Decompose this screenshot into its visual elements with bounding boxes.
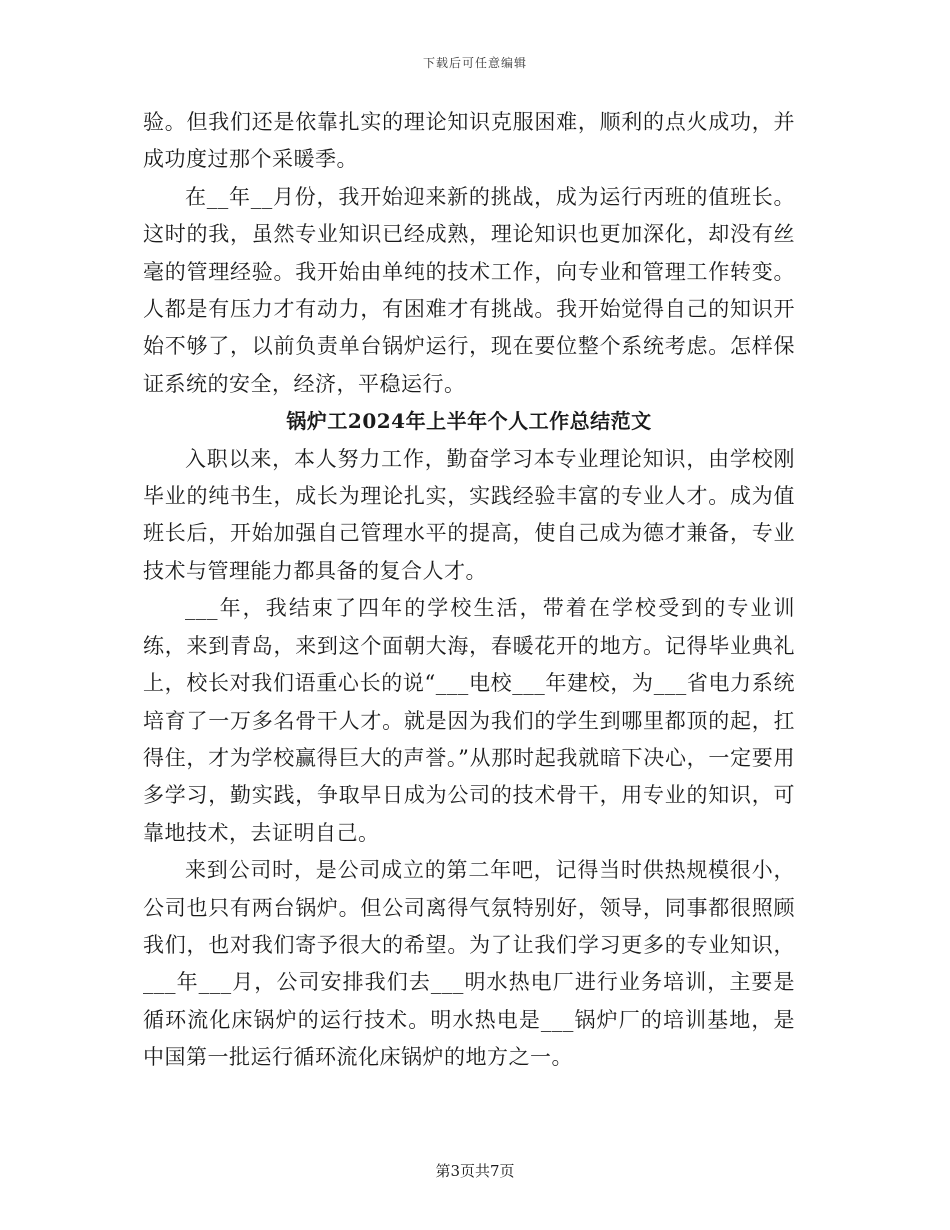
document-body bbox=[143, 104, 795, 1077]
section-title: 锅炉工2024年上半年个人工作总结范文 bbox=[286, 409, 652, 434]
page-number: 第3页共7页 bbox=[435, 1162, 515, 1180]
paragraph: ___年，我结束了四年的学校生活，带着在学校受到的专业训练，来到青岛，来到这个面朝大海，春暖花开的地方。记得毕业典礼上，校长对我们语重心长的说“___电校___年建校，为___省电力系统培育了一万多名骨干人才。就是因为我们的学生到哪里都顶的起，扛得住，才为学校赢得巨大的声誉。”从那时起我就暗下决心，一定要用多学习，勤实践，争取早日成为公司的技术骨干，用专业的知识，可靠地技术，去证明自己。 bbox=[143, 596, 795, 845]
paragraph: 来到公司时，是公司成立的第二年吧，记得当时供热规模很小，公司也只有两台锅炉。但公司离得气氛特别好，领导，同事都很照顾我们，也对我们寄予很大的希望。为了让我们学习更多的专业知识，___年___月，公司安排我们去___明水热电厂进行业务培训，主要是循环流化床锅炉的运行技术。明水热电是___锅炉厂的培训基地，是中国第一批运行循环流化床锅炉的地方之一。 bbox=[143, 858, 795, 1070]
paragraph: 入职以来，本人努力工作，勤奋学习本专业理论知识，由学校刚毕业的纯书生，成长为理论扎实，实践经验丰富的专业人才。成为值班长后，开始加强自己管理水平的提高，使自己成为德才兼备，专业技术与管理能力都具备的复合人才。 bbox=[143, 446, 795, 583]
page-header: 下载后可任意编辑 bbox=[422, 56, 527, 70]
paragraph: 在__年__月份，我开始迎来新的挑战，成为运行丙班的值班长。这时的我，虽然专业知识已经成熟，理论知识也更加深化，却没有丝毫的管理经验。我开始由单纯的技术工作，向专业和管理工作转变。人都是有压力才有动力，有困难才有挑战。我开始觉得自己的知识开始不够了，以前负责单台锅炉运行，现在要位整个系统考虑。怎样保证系统的安全，经济，平稳运行。 bbox=[143, 184, 795, 396]
paragraph-continued: 验。但我们还是依靠扎实的理论知识克服困难，顺利的点火成功，并成功度过那个采暖季。 bbox=[143, 110, 795, 172]
